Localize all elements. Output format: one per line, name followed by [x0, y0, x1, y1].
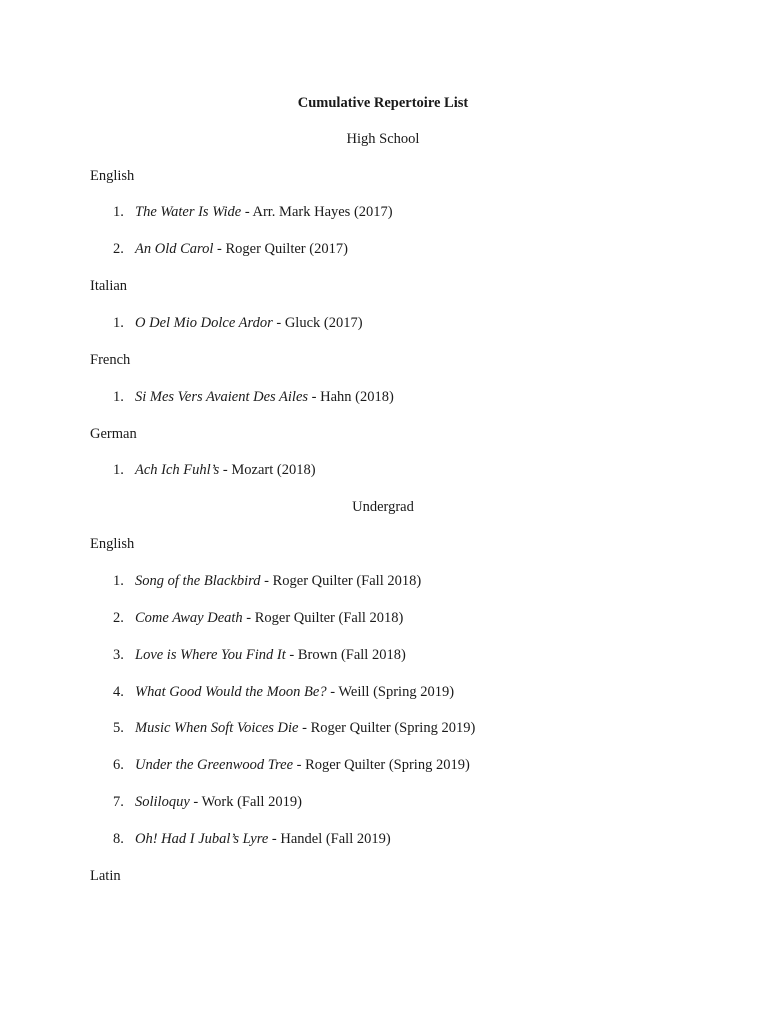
list-item: [113, 646, 406, 664]
work-title: Song of the Blackbird: [135, 573, 261, 589]
work-details: - Roger Quilter (Spring 2019): [298, 720, 476, 736]
item-number: 5.: [113, 720, 124, 736]
work-details: - Hahn (2018): [308, 389, 394, 405]
language-heading-english: English: [90, 168, 135, 184]
work-title: Ach Ich Fuhl’s: [135, 462, 220, 478]
language-heading-english: English: [90, 536, 135, 552]
list-item: [113, 572, 421, 590]
section-heading-undergrad: Undergrad: [352, 499, 414, 515]
work-title: What Good Would the Moon Be?: [135, 684, 327, 700]
item-number: 1.: [113, 389, 124, 405]
work-details: - Gluck (2017): [272, 315, 363, 331]
page-title: Cumulative Repertoire List: [297, 95, 469, 111]
list-item: [113, 461, 316, 479]
item-number: 3.: [113, 647, 124, 663]
work-details: - Brown (Fall 2018): [285, 647, 406, 663]
list-item: [113, 314, 363, 332]
work-details: - Roger Quilter (Fall 2018): [260, 573, 422, 589]
work-title: Music When Soft Voices Die: [135, 720, 299, 736]
list-item: [113, 719, 475, 737]
work-title: Oh! Had I Jubal’s Lyre: [135, 831, 269, 847]
work-details: - Handel (Fall 2019): [268, 831, 391, 847]
work-details: - Work (Fall 2019): [189, 794, 302, 810]
item-number: 6.: [113, 757, 124, 773]
list-item: [113, 683, 454, 701]
item-number: 1.: [113, 315, 124, 331]
work-title: Si Mes Vers Avaient Des Ailes: [135, 389, 309, 405]
item-number: 7.: [113, 794, 124, 810]
list-item: [113, 240, 348, 258]
item-number: 2.: [113, 610, 124, 626]
work-details: - Roger Quilter (2017): [213, 241, 348, 257]
work-details: - Weill (Spring 2019): [326, 684, 455, 700]
work-title: Love is Where You Find It: [135, 647, 286, 663]
list-item: [113, 756, 470, 774]
list-item: [113, 830, 391, 848]
work-title: Under the Greenwood Tree: [135, 757, 293, 773]
work-title: Come Away Death: [135, 610, 243, 626]
work-details: - Roger Quilter (Spring 2019): [293, 757, 470, 773]
list-item: [113, 388, 394, 406]
work-title: An Old Carol: [135, 241, 214, 257]
language-heading-french: French: [90, 352, 131, 368]
work-title: Soliloquy: [135, 794, 190, 810]
list-item: [113, 793, 302, 811]
list-item: [113, 609, 403, 627]
work-title: The Water Is Wide: [135, 204, 242, 220]
item-number: 1.: [113, 204, 124, 220]
work-details: - Roger Quilter (Fall 2018): [242, 610, 404, 626]
item-number: 1.: [113, 462, 124, 478]
section-heading-high-school: High School: [346, 131, 420, 147]
work-details: - Arr. Mark Hayes (2017): [241, 204, 393, 220]
work-details: - Mozart (2018): [219, 462, 316, 478]
list-item: [113, 203, 393, 221]
item-number: 1.: [113, 573, 124, 589]
item-number: 4.: [113, 684, 124, 700]
item-number: 8.: [113, 831, 124, 847]
work-title: O Del Mio Dolce Ardor: [135, 315, 273, 331]
language-heading-german: German: [90, 426, 137, 442]
language-heading-latin: Latin: [90, 868, 121, 884]
item-number: 2.: [113, 241, 124, 257]
language-heading-italian: Italian: [90, 278, 128, 294]
